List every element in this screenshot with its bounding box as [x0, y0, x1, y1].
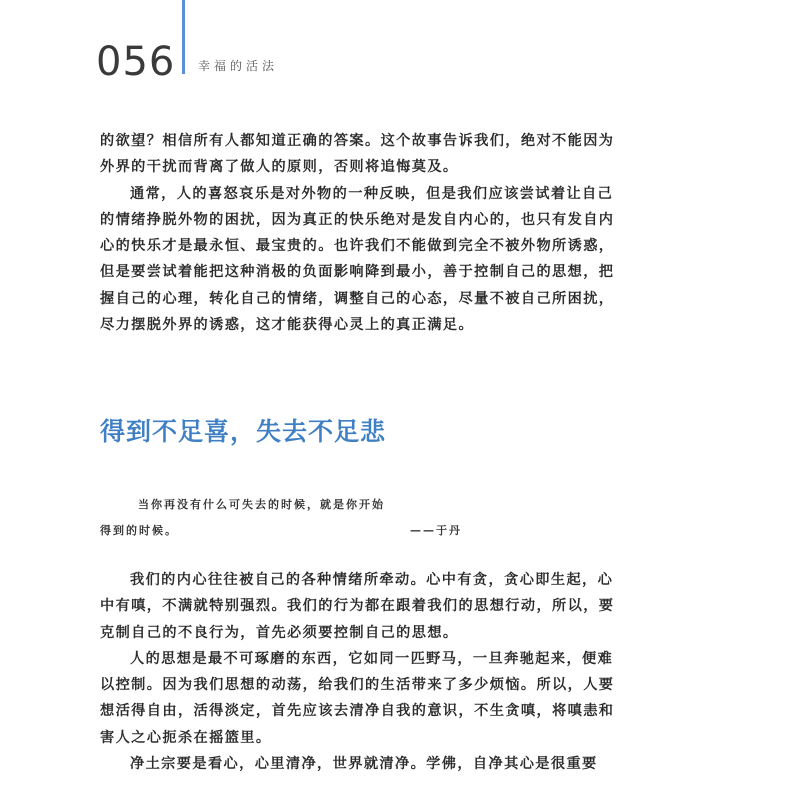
paragraph-line: 心的快乐才是最永恒、最宝贵的。也许我们不能做到完全不被外物所诱惑，	[100, 238, 615, 255]
epigraph-attribution: ——于丹	[410, 524, 462, 537]
paragraph-line: 尽力摆脱外界的诱惑，这才能获得心灵上的真正满足。	[100, 317, 475, 334]
running-header-title: 幸福的活法	[198, 59, 279, 73]
epigraph	[100, 492, 500, 544]
paragraph-line: 但是要尝试着能把这种消极的负面影响降到最小，善于控制自己的思想，把	[100, 264, 615, 281]
body-text-block-2	[100, 567, 700, 777]
paragraph-line: 人的思想是最不可琢磨的东西，它如同一匹野马，一旦奔驰起来，便难	[130, 650, 614, 667]
paragraph-line: 以控制。因为我们思想的动荡，给我们的生活带来了多少烦恼。所以，人要	[100, 677, 615, 694]
paragraph-line: 握自己的心理，转化自己的情绪，调整自己的心态，尽量不被自己所困扰，	[100, 290, 615, 307]
paragraph-line: 的情绪挣脱外物的困扰，因为真正的快乐绝对是发自内心的，也只有发自内	[100, 211, 615, 228]
page-number: 056	[96, 39, 176, 85]
paragraph-line: 我们的内心往往被自己的各种情绪所牵动。心中有贪，贪心即生起，心	[130, 572, 614, 588]
section-heading: 得到不足喜，失去不足悲	[100, 417, 387, 446]
paragraph-line: 想活得自由，活得淡定，首先应该去清净自我的意识，不生贪嗔，将嗔恚和	[100, 703, 615, 720]
epigraph-line: 当你再没有什么可失去的时候，就是你开始	[138, 498, 385, 511]
paragraph-line: 净土宗要是看心，心里清净，世界就清净。学佛，自净其心是很重要	[130, 756, 598, 773]
paragraph-line: 克制自己的不良行为，首先必须要控制自己的思想。	[100, 624, 459, 641]
paragraph-line: 通常，人的喜怒哀乐是对外物的一种反映，但是我们应该尝试着让自己	[130, 185, 614, 202]
paragraph-line: 外界的干扰而背离了做人的原则，否则将追悔莫及。	[100, 159, 459, 176]
header-divider	[182, 0, 185, 74]
paragraph-line: 害人之心扼杀在摇篮里。	[100, 729, 272, 746]
paragraph-line: 中有嗔，不满就特别强烈。我们的行为都在跟着我们的思想行动，所以，要	[100, 598, 615, 615]
body-text-block-1	[100, 128, 700, 338]
epigraph-line: 得到的时候。	[100, 524, 178, 537]
paragraph-line: 的欲望？相信所有人都知道正确的答案。这个故事告诉我们，绝对不能因为	[100, 133, 615, 149]
